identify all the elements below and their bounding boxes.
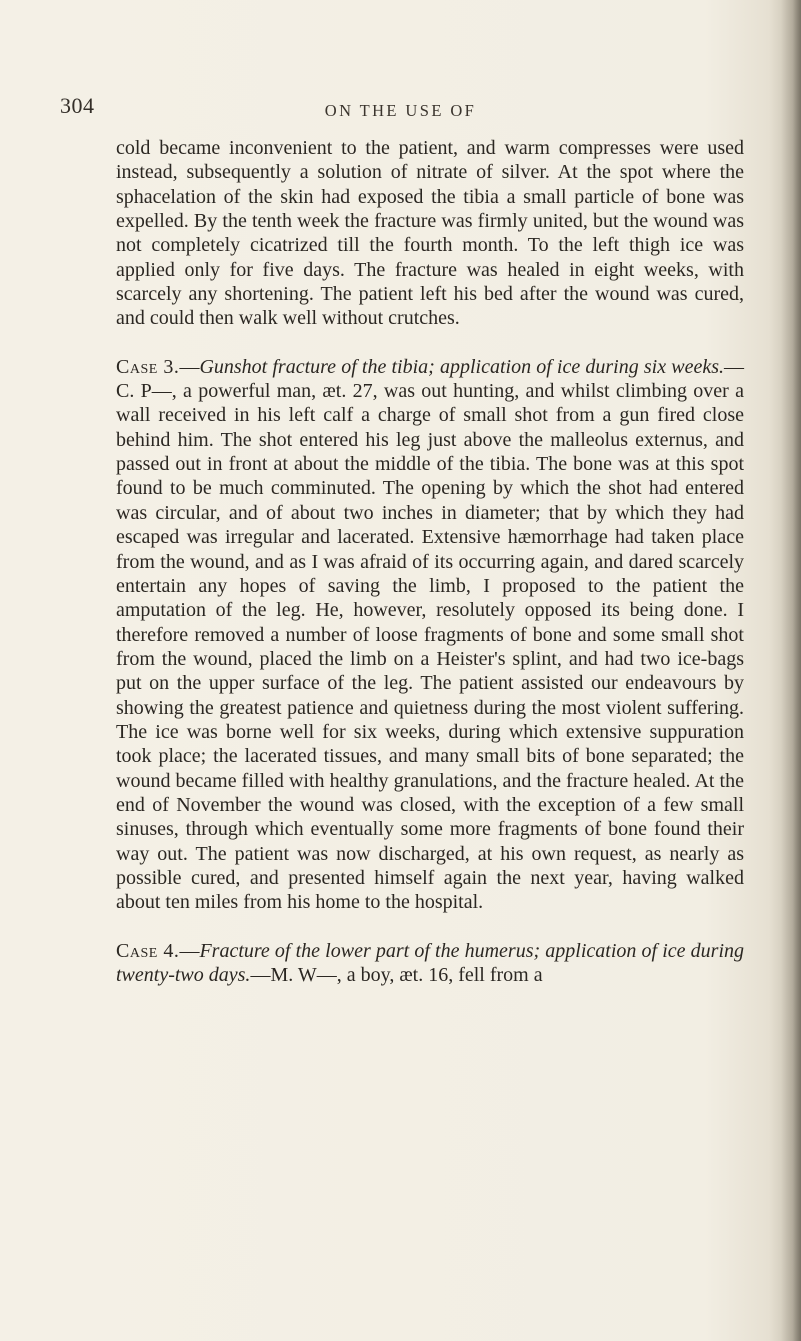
- paragraph-case-4: Case 4.—Fracture of the lower part of the humerus; application of ice during twenty-two days.—M. W—, a boy, æt. 16, fell from a: [116, 939, 744, 986]
- case-label: Case 4.: [116, 939, 180, 962]
- case-title: Fracture of the lower part of the humerus; application of ice during twenty-two days.: [116, 939, 744, 986]
- body-text: [116, 136, 744, 987]
- page-number: 304: [60, 93, 95, 118]
- running-title: ON THE USE OF: [324, 101, 477, 120]
- case-label: Case 3.: [116, 355, 180, 378]
- page-edge-shadow: [781, 0, 801, 1341]
- case-title: Gunshot fracture of the tibia; application of ice during six weeks.: [199, 355, 724, 378]
- running-head: [0, 93, 801, 123]
- paragraph-text: cold became inconvenient to the patient, and warm compresses were used instead, subsequently a solution of nitrate of silver. At the spot where the sphacelation of the skin had exposed the tibia a small particle of bone was expelled. By the tenth week the fracture was firmly united, but the wound was not completely cicatrized till the fourth month. To the left thigh ice was applied only for five days. The fracture was healed in eight weeks, with scarcely any shortening. The patient left his bed after the wound was cured, and could then walk well without crutches.: [116, 137, 744, 330]
- paragraph-text: C. P—, a powerful man, æt. 27, was out hunting, and whilst climbing over a wall received in his left calf a charge of small shot from a gun fired close behind him. The shot entered his leg just above the malleolus externus, and passed out in front at about the middle of the tibia. The bone was at this spot found to be much comminuted. The opening by which the shot had entered was circular, and of about two inches in diameter; that by which they had escaped was irregular and lacerated. Extensive hæmorrhage had taken place from the wound, and as I was afraid of its occurring again, and dared scarcely entertain any hopes of saving the limb, I proposed to the patient the amputation of the leg. He, however, resolutely opposed its being done. I therefore removed a number of loose fragments of bone and some small shot from the wound, placed the limb on a Heister's splint, and had two ice-bags put on the upper surface of the leg. The patient assisted our endeavours by showing the greatest patience and quietness during the most violent suffering. The ice was borne well for six weeks, during which extensive suppuration took place; the lacerated tissues, and many small bits of bone separated; the wound became filled with healthy granulations, and the fracture healed. At the end of November the wound was closed, with the exception of a few small sinuses, through which eventually some more fragments of bone found their way out. The patient was now discharged, at his own request, as nearly as possible cured, and presented himself again the next year, having walked about ten miles from his home to the hospital.: [116, 380, 744, 914]
- paragraph-text: M. W—, a boy, æt. 16, fell from a: [270, 964, 543, 986]
- paragraph-case-3: Case 3.—Gunshot fracture of the tibia; application of ice during six weeks.—C. P—, a powerful man, æt. 27, was out hunting, and whilst climbing over a wall received in his left calf a charge of small shot from a gun fired close behind him. The shot entered his leg just above the malleolus externus, and passed out in front at about the middle of the tibia. The bone was at this spot found to be much comminuted. The opening by which the shot had entered was circular, and of about two inches in diameter; that by which they had escaped was irregular and lacerated. Extensive hæmorrhage had taken place from the wound, and as I was afraid of its occurring again, and dared scarcely entertain any hopes of saving the limb, I proposed to the patient the amputation of the leg. He, however, resolutely opposed its being done. I therefore removed a number of loose fragments of bone and some small shot from the wound, placed the limb on a Heister's splint, and had two ice-bags put on the upper surface of the leg. The patient assisted our endeavours by showing the greatest patience and quietness during the most violent suffering. The ice was borne well for six weeks, during which extensive suppuration took place; the lacerated tissues, and many small bits of bone separated; the wound became filled with healthy granulations, and the fracture healed. At the end of November the wound was closed, with the exception of a few small sinuses, through which eventually some more fragments of bone found their way out. The patient was now discharged, at his own request, as nearly as possible cured, and presented himself again the next year, having walked about ten miles from his home to the hospital.: [116, 355, 744, 914]
- paragraph-continuation: [116, 136, 744, 331]
